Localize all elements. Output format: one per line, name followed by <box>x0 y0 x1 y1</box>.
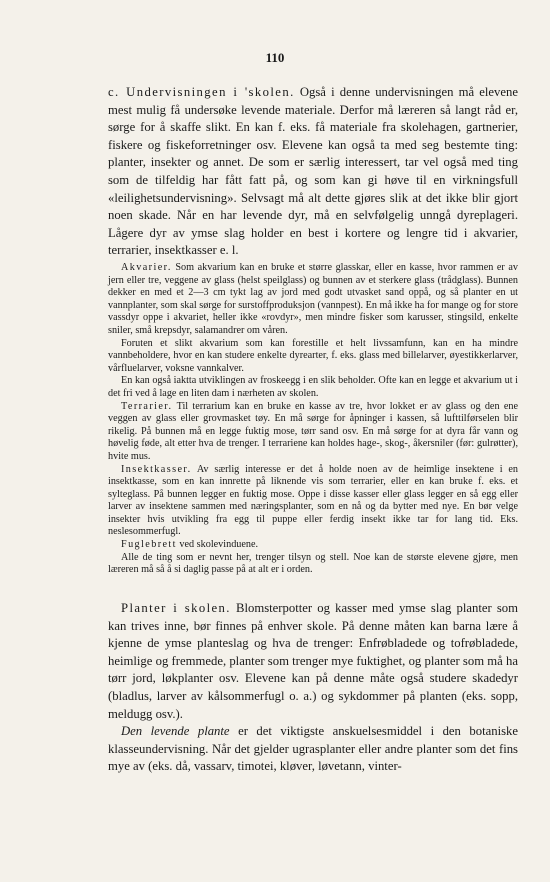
paragraph-text: Av særlig interesse er det å holde noen av de heimlige insektene i en insektkasse, som en kan innrette på liknende vis som terrarier, eller en kan bruke f. eks. et sylteglass. På bunnen legger en fuktig mose. Oppe i disse kasser eller glass legger en så egg eller larver av insektene sammen med næringsplanter, som en nå og da bytter med nye. En bør velge insekter hvis utvikling fra egg til puppe eller ferdig insekt ikke tar for lang tid. Eks. neslesommerfugl. <box>108 463 519 538</box>
section-heading: c. Undervisningen i 'skolen. <box>108 85 295 99</box>
paragraph-text: Blomsterpotter og kasser med ymse slag planter som kan trives inne, bør finnes på enhver skole. På denne måten kan barna lære å kjenne de ymse planteslag og hva de trenger: Enfrøbladede og tofrøbladede, heimlige og fremmede, planter som trenger mye fuktighet, og planter som må ha tørr jord, løkplanter osv. Elevene kan på denne måte også studere skadedyr (bladlus, larver av kålsommerfugl o. a.) og sykdommer på planten (eks. sopp, meldugg osv.). <box>108 601 518 721</box>
subheading: Akvarier. <box>121 262 172 273</box>
paragraph-text: ved skolevinduene. <box>179 539 259 551</box>
page-number: 110 <box>265 50 285 65</box>
small-paragraph <box>108 262 518 338</box>
intro-paragraph <box>108 84 518 260</box>
small-paragraph <box>108 539 518 552</box>
small-paragraph <box>108 464 518 540</box>
large-paragraph <box>108 600 518 723</box>
small-paragraph <box>108 375 518 400</box>
plants-section <box>108 600 518 776</box>
paragraph-text: er det viktigste anskuelsesmiddel i den botaniske klasseundervisning. Når det gjelder ugrasplanter eller andre planter som det fins mye av (eks. då, vassarv, timotei, kløver, løvetann, vinter- <box>108 724 519 774</box>
paragraph-text: Alle de ting som er nevnt her, trenger tilsyn og stell. Noe kan de største elevene gjøre, men læreren må så å si daglig passe på at alt er i orden. <box>108 551 518 576</box>
small-paragraph <box>108 552 518 577</box>
subheading: Fuglebrett <box>121 539 177 551</box>
paragraph-text: En kan også iaktta utviklingen av froskeegg i en slik beholder. Ofte kan en legge et akvarium ut i det fri ved å lage en liten dam i nærheten av skolen. <box>108 375 518 399</box>
small-paragraph <box>108 401 518 464</box>
subheading: Planter i skolen. <box>121 601 231 615</box>
large-paragraph <box>108 723 518 776</box>
subheading: Terrarier. <box>121 400 173 412</box>
subheading: Insektkasser. <box>121 463 192 475</box>
small-print-section <box>108 262 518 577</box>
intro-section <box>108 84 518 260</box>
paragraph-text: Som akvarium kan en bruke et større glasskar, eller en kasse, hvor rammen er av jern eller tre, veggene av glass (helst speilglass) og bunnen av et sterkere glass (trådglass). Bunnen dekker en med et 2—3 cm tykt lag av jord med godt utvasket sand oppå, og så planter en ut vannplanter, som skal sørge for surstoffproduksjon (vannpest). En må ikke ha for mange og for store vassdyr oppe i akvariet, heller ikke «rovdyr», men mindre fisker som karusser, stingsild, enkelte sniler, små krepsdyr, salamandrer om våren. <box>108 262 519 336</box>
paragraph-text: Også i denne undervisningen må elevene mest mulig få undersøke levende materiale. Derfor må læreren så langt råd er, sørge for å skaffe slikt. En kan f. eks. få materiale fra skolehagen, gartnerier, fiskere og fiskeforretninger osv. Elevene kan også ta med seg bestemte ting: planter, insekter og annet. De som er særlig interessert, tar vel også med ting som de tilfeldig har fått fatt på, og som kan gi høve til en virkningsfull «leilighetsundervisning». Selvsagt må alt dette gjøres slik at det ikke blir gjort noen skade. Når en har levende dyr, må en selvfølgelig unngå dyreplageri. Lågere dyr av ymse slag holder en best i kortere og lengre tid i akvarier, terrarier, insektkasser e. l. <box>108 85 519 258</box>
paragraph-text: Til terrarium kan en bruke en kasse av tre, hvor lokket er av glass og den ene veggen av glass eller grovmasket tøy. En må sørge for åpninger i kassen, så lufttilførselen blir rikelig. På bunnen må en legge fuktig mose, tørr sand osv. En må sørge for at dyra får vann og høvelig føde, alt etter hva de trenger. I terrariene kan holdes hage-, skog-, åkersniler (før: gulrøtter), hvite mus. <box>108 400 518 462</box>
italic-heading: Den levende plante <box>121 724 230 739</box>
paragraph-text: Foruten et slikt akvarium som kan forestille et helt livssamfunn, kan en ha mindre vannbeholdere, hvor en kan studere enkelte dyrearter, f. eks. glass med billelarver, øyestikkerlarver, vårfluelarver, voksne vannkalver. <box>108 337 518 374</box>
small-paragraph <box>108 338 518 376</box>
